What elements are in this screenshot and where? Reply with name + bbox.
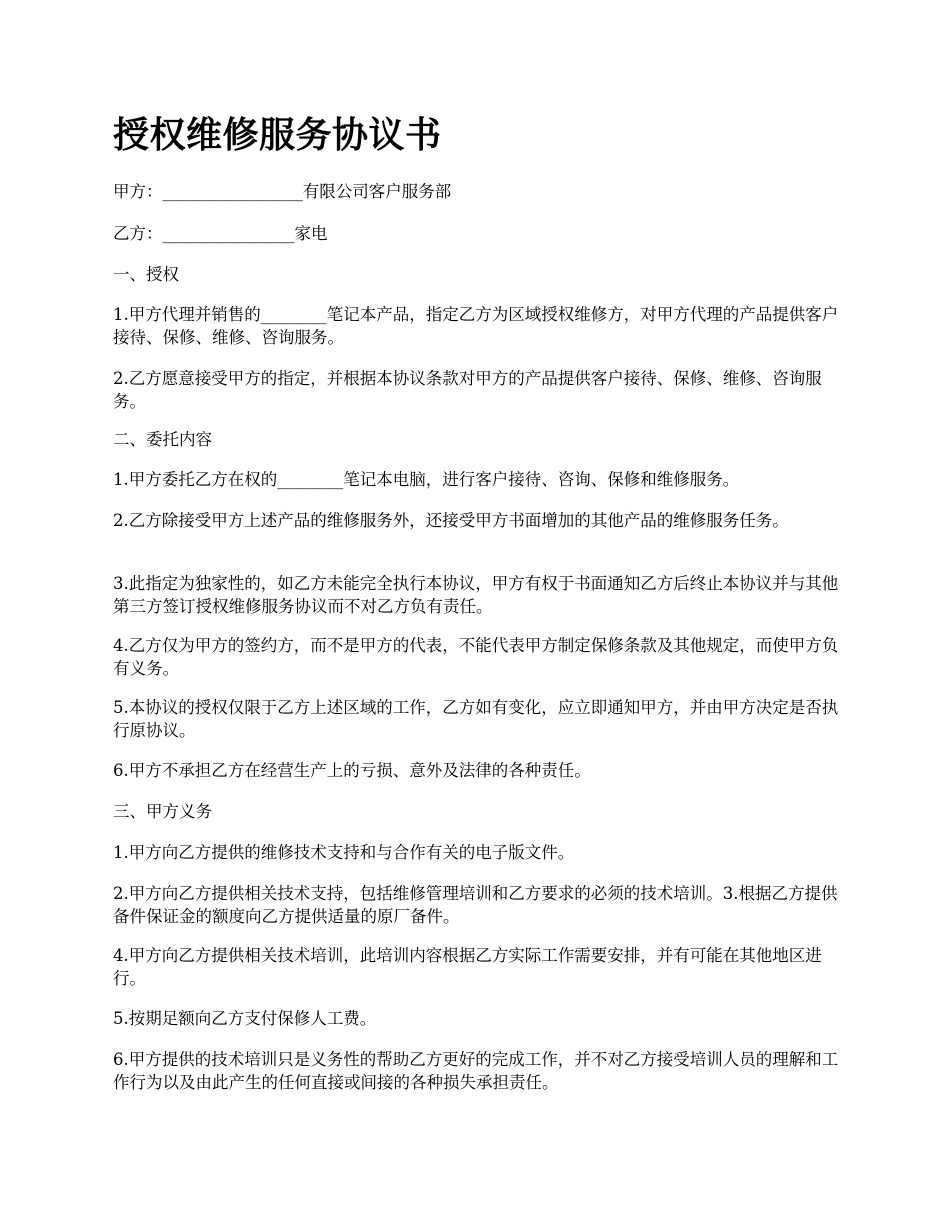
clause-3-6: 6.甲方提供的技术培训只是义务性的帮助乙方更好的完成工作，并不对乙方接受培训人员的理解和工作行为以及由此产生的任何直接或间接的各种损失承担责任。	[113, 1050, 839, 1092]
clause-2-1: 1.甲方委托乙方在权的________笔记本电脑，进行客户接待、咨询、保修和维修服务。	[113, 470, 740, 489]
section-heading-party-a-obligations: 三、甲方义务	[113, 802, 212, 821]
clause-3-5: 5.按期足额向乙方支付保修人工费。	[113, 1009, 377, 1028]
clause-3-4: 4.甲方向乙方提供相关技术培训，此培训内容根据乙方实际工作需要安排，并有可能在其他地区进行。	[113, 946, 822, 988]
clause-2-5: 5.本协议的授权仅限于乙方上述区域的工作，乙方如有变化，应立即通知甲方，并由甲方决定是否执行原协议。	[113, 698, 839, 740]
clause-3-1: 1.甲方向乙方提供的维修技术支持和与合作有关的电子版文件。	[113, 843, 575, 862]
clause-2-4: 4.乙方仅为甲方的签约方，而不是甲方的代表，不能代表甲方制定保修条款及其他规定，而使甲方负有义务。	[113, 636, 839, 678]
party-a-line: 甲方：_________________有限公司客户服务部	[113, 182, 452, 201]
clause-3-2-3: 2.甲方向乙方提供相关技术支持，包括维修管理培训和乙方要求的必须的技术培训。3.根据乙方提供备件保证金的额度向乙方提供适量的原厂备件。	[113, 884, 838, 926]
section-heading-authorization: 一、授权	[113, 265, 179, 284]
document-title: 授权维修服务协议书	[113, 115, 442, 156]
clause-1-1: 1.甲方代理并销售的________笔记本产品，指定乙方为区域授权维修方，对甲方代理的产品提供客户接待、保修、维修、咨询服务。	[113, 305, 839, 347]
section-heading-entrusted-content: 二、委托内容	[113, 430, 212, 449]
party-b-line: 乙方：________________家电	[113, 224, 328, 243]
clause-2-6: 6.甲方不承担乙方在经营生产上的亏损、意外及法律的各种责任。	[113, 761, 591, 780]
clause-2-2: 2.乙方除接受甲方上述产品的维修服务外，还接受甲方书面增加的其他产品的维修服务任务。	[113, 511, 789, 530]
clause-2-3: 3.此指定为独家性的，如乙方未能完全执行本协议，甲方有权于书面通知乙方后终止本协议并与其他第三方签订授权维修服务协议而不对乙方负有责任。	[113, 574, 839, 616]
clause-1-2: 2.乙方愿意接受甲方的指定，并根据本协议条款对甲方的产品提供客户接待、保修、维修、咨询服务。	[113, 369, 822, 411]
